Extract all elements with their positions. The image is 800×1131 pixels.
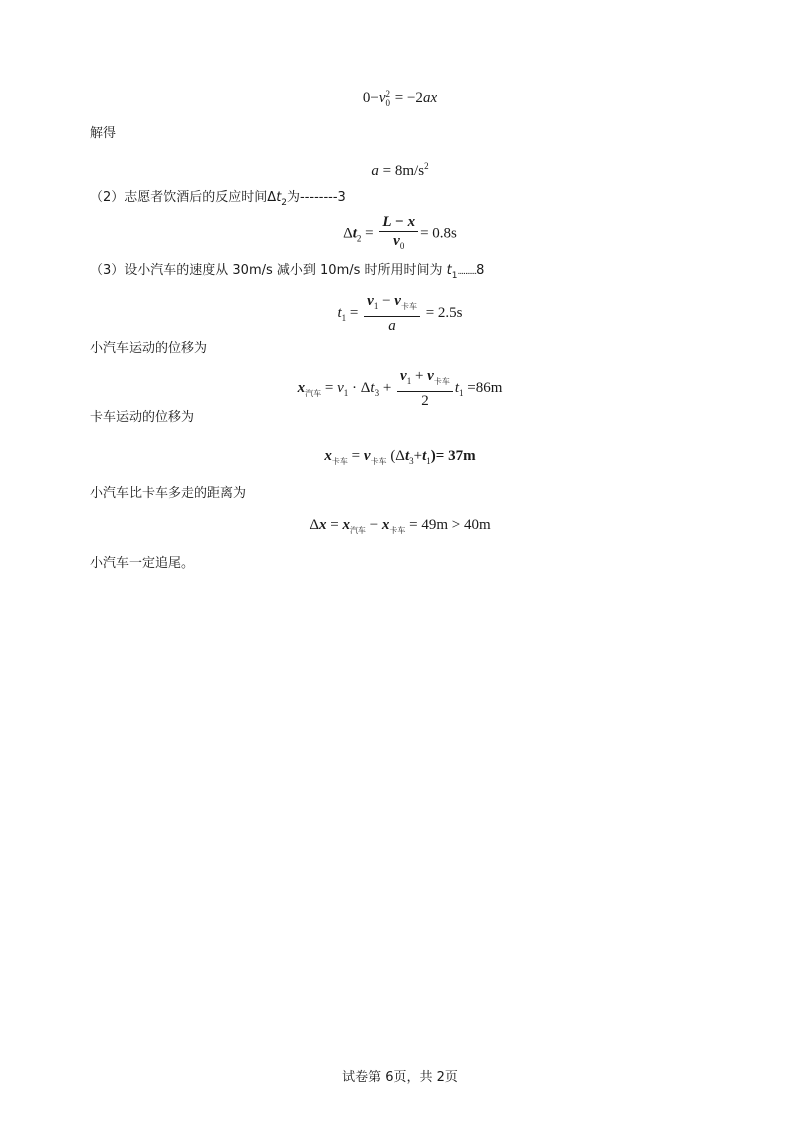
eq-term: = 8m/s	[378, 163, 425, 179]
equation-truck-displacement	[0, 446, 800, 472]
eq-variable: t	[454, 379, 460, 396]
eq-variable: v	[367, 293, 374, 309]
text-delta: Δ	[267, 190, 277, 205]
equation-reaction-time	[0, 214, 800, 254]
eq-sub: 卡车	[370, 457, 387, 466]
eq-variable: a	[388, 318, 396, 334]
eq-sub: 1	[341, 312, 347, 323]
eq-variable: x	[381, 517, 390, 533]
text-part3	[90, 262, 484, 285]
eq-variable: v	[400, 368, 407, 384]
eq-variable: x	[318, 517, 327, 533]
eq-operator: =	[361, 225, 378, 242]
eq-variable: t	[337, 304, 342, 321]
eq-sub: 1	[343, 387, 349, 398]
eq-sup: 2	[385, 88, 391, 99]
equation-decel-time	[0, 293, 800, 334]
text-extra-distance: 小汽车比卡车多走的距离为	[90, 486, 247, 501]
equation-distance-difference	[0, 515, 800, 541]
eq-sub: 卡车	[400, 302, 417, 311]
eq-sub: 0	[385, 97, 391, 108]
eq-sub: 1	[406, 376, 412, 386]
eq-operator: −	[365, 517, 382, 533]
eq-denominator: 2	[421, 393, 429, 409]
text-part3-suffix: 8	[476, 263, 485, 278]
eq-variable: t	[352, 225, 357, 242]
eq-denominator	[379, 232, 418, 254]
eq-sub: 1	[373, 301, 379, 311]
eq-fraction	[364, 293, 420, 334]
eq-variable: v	[394, 293, 401, 309]
eq-denominator	[364, 317, 420, 334]
eq-sub: 3	[374, 387, 380, 398]
eq-result: =86m	[463, 379, 503, 396]
text-conclusion: 小汽车一定追尾。	[90, 556, 195, 571]
eq-variable: v	[363, 448, 371, 464]
eq-operator: =	[346, 304, 363, 321]
eq-variable: v	[427, 368, 434, 384]
text-dots: ..........	[457, 267, 477, 277]
eq-operator: (Δ	[386, 448, 405, 464]
eq-operator: · Δ	[348, 379, 371, 396]
eq-operator: +	[379, 379, 396, 396]
eq-variable: x	[342, 517, 350, 533]
eq-result: = 49m > 40m	[405, 517, 491, 533]
page-footer: 试卷第 6页，共 2页	[342, 1070, 458, 1085]
eq-sub: 3	[409, 456, 414, 466]
eq-sub: 1	[426, 456, 431, 466]
eq-numerator-text: L − x	[382, 214, 416, 230]
text-solve: 解得	[90, 126, 117, 141]
eq-variable: t	[422, 448, 427, 464]
eq-variable: a	[371, 163, 379, 179]
eq-result: )= 37m	[430, 448, 476, 464]
eq-operator: +	[411, 368, 428, 384]
text-part3-prefix: （3）设小汽车的速度从 30m/s 减小到 10m/s 时所用时间为	[90, 263, 447, 278]
equation-kinematics	[0, 88, 800, 108]
eq-operator: =	[321, 379, 338, 396]
eq-delta: Δ	[343, 225, 353, 242]
eq-sub: 卡车	[389, 526, 406, 535]
eq-operator: −	[378, 293, 395, 309]
eq-variable: t	[404, 448, 410, 464]
eq-sub: 卡车	[331, 457, 348, 466]
eq-variable: v	[337, 379, 344, 396]
text-part2-suffix: 为--------3	[287, 190, 346, 205]
eq-term: = −2	[391, 90, 423, 106]
eq-variable: ax	[422, 90, 438, 106]
eq-operator: =	[326, 517, 343, 533]
eq-sub: 2	[356, 233, 362, 244]
eq-result: = 2.5s	[421, 304, 463, 321]
eq-sub: 汽车	[349, 526, 366, 535]
text-variable: t	[276, 190, 282, 205]
eq-numerator	[379, 214, 418, 232]
eq-sub: 汽车	[305, 388, 322, 398]
eq-operator: =	[347, 448, 364, 464]
eq-variable: v	[378, 90, 386, 106]
text-truck-displacement: 卡车运动的位移为	[90, 410, 195, 425]
eq-numerator	[364, 293, 420, 317]
eq-operator: +	[413, 448, 423, 464]
eq-fraction	[379, 214, 418, 254]
text-car-displacement: 小汽车运动的位移为	[90, 341, 208, 356]
text-part2-prefix: （2）志愿者饮酒后的反应时间	[90, 190, 268, 205]
eq-variable: x	[324, 448, 332, 464]
eq-delta: Δ	[309, 517, 319, 533]
eq-term: 0	[362, 90, 371, 106]
eq-sub: 0	[399, 241, 405, 251]
text-part2	[90, 189, 346, 212]
eq-variable: x	[297, 379, 306, 396]
eq-variable: t	[370, 379, 375, 396]
text-sub: 2	[281, 198, 288, 208]
text-sub: 1	[451, 271, 458, 281]
eq-variable: v	[393, 233, 400, 249]
text-variable: t	[446, 263, 452, 278]
equation-car-displacement	[0, 368, 800, 409]
eq-operator: −	[370, 90, 379, 106]
equation-acceleration	[0, 156, 800, 181]
eq-numerator	[397, 368, 453, 392]
eq-result: = 0.8s	[420, 225, 457, 242]
eq-fraction	[397, 368, 453, 409]
eq-supsub	[386, 90, 391, 108]
eq-sup: 2	[424, 161, 429, 171]
eq-sub: 卡车	[433, 377, 450, 386]
eq-sub: 1	[459, 387, 464, 398]
